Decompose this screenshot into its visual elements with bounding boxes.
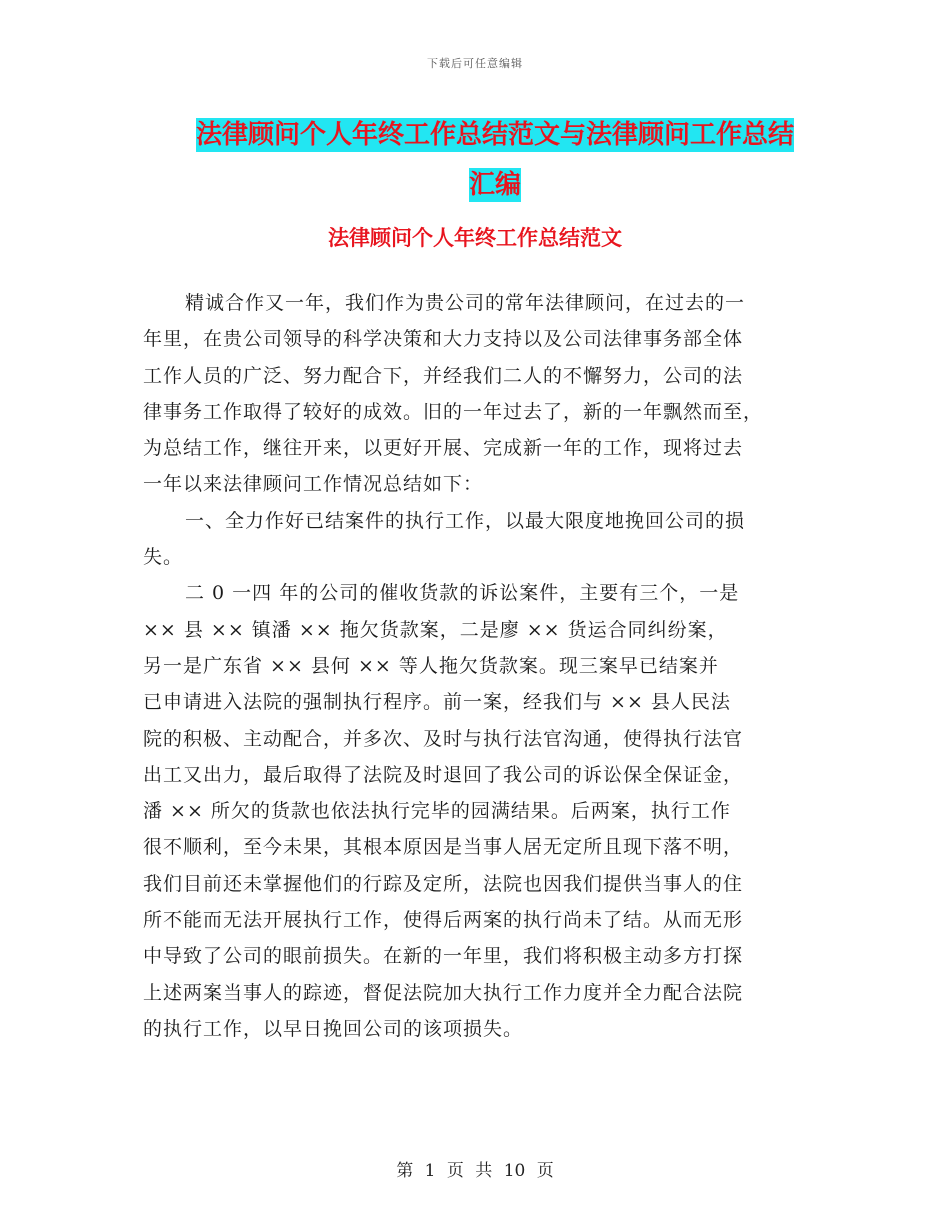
body-line: 所不能而无法开展执行工作，使得后两案的执行尚未了结。从而无形 xyxy=(143,909,744,932)
header-note: 下载后可任意编辑 xyxy=(427,57,523,70)
document-title-line-1: 法律顾问个人年终工作总结范文与法律顾问工作总结 xyxy=(195,120,794,150)
body-line: 另一是广东省 ×× 县何 ×× 等人拖欠货款案。现三案早已结案并 xyxy=(143,654,719,677)
body-line: 失。 xyxy=(143,546,184,569)
body-line: 中导致了公司的眼前损失。在新的一年里，我们将积极主动多方打探 xyxy=(143,945,744,968)
page-number: 第 1 页 共 10 页 xyxy=(396,1161,554,1181)
body-text xyxy=(143,285,813,1047)
body-line: ×× 县 ×× 镇潘 ×× 拖欠货款案，二是廖 ×× 货运合同纠纷案， xyxy=(143,618,728,641)
body-line: 工作人员的广泛、努力配合下，并经我们二人的不懈努力，公司的法 xyxy=(143,364,744,387)
body-line: 上述两案当事人的踪迹，督促法院加大执行工作力度并全力配合法院 xyxy=(143,981,744,1004)
body-line: 为总结工作，继往开来，以更好开展、完成新一年的工作，现将过去 xyxy=(143,437,744,460)
body-line: 律事务工作取得了较好的成效。旧的一年过去了，新的一年飘然而至， xyxy=(143,400,764,423)
body-line: 出工又出力，最后取得了法院及时退回了我公司的诉讼保全保证金， xyxy=(143,763,744,786)
body-line: 潘 ×× 所欠的货款也依法执行完毕的园满结果。后两案，执行工作 xyxy=(143,800,731,823)
body-line: 二 0 一四 年的公司的催收货款的诉讼案件，主要有三个，一是 xyxy=(185,582,740,605)
body-line: 已申请进入法院的强制执行程序。前一案，经我们与 ×× 县人民法 xyxy=(143,691,731,714)
section-title: 法律顾问个人年终工作总结范文 xyxy=(328,226,622,250)
body-line: 一、全力作好已结案件的执行工作，以最大限度地挽回公司的损 xyxy=(185,509,746,532)
body-line: 的执行工作，以早日挽回公司的该项损失。 xyxy=(143,1017,524,1040)
document-title xyxy=(150,110,840,210)
body-line: 很不顺利，至今未果，其根本原因是当事人居无定所且现下落不明， xyxy=(143,836,744,859)
body-line: 精诚合作又一年，我们作为贵公司的常年法律顾问，在过去的一 xyxy=(185,292,746,314)
body-line: 我们目前还未掌握他们的行踪及定所，法院也因我们提供当事人的住 xyxy=(143,872,744,895)
body-line: 院的积极、主动配合，并多次、及时与执行法官沟通，使得执行法官 xyxy=(143,727,744,750)
body-line: 年里，在贵公司领导的科学决策和大力支持以及公司法律事务部全体 xyxy=(143,328,744,351)
body-line: 一年以来法律顾问工作情况总结如下： xyxy=(143,473,484,496)
document-title-line-2: 汇编 xyxy=(468,170,521,200)
